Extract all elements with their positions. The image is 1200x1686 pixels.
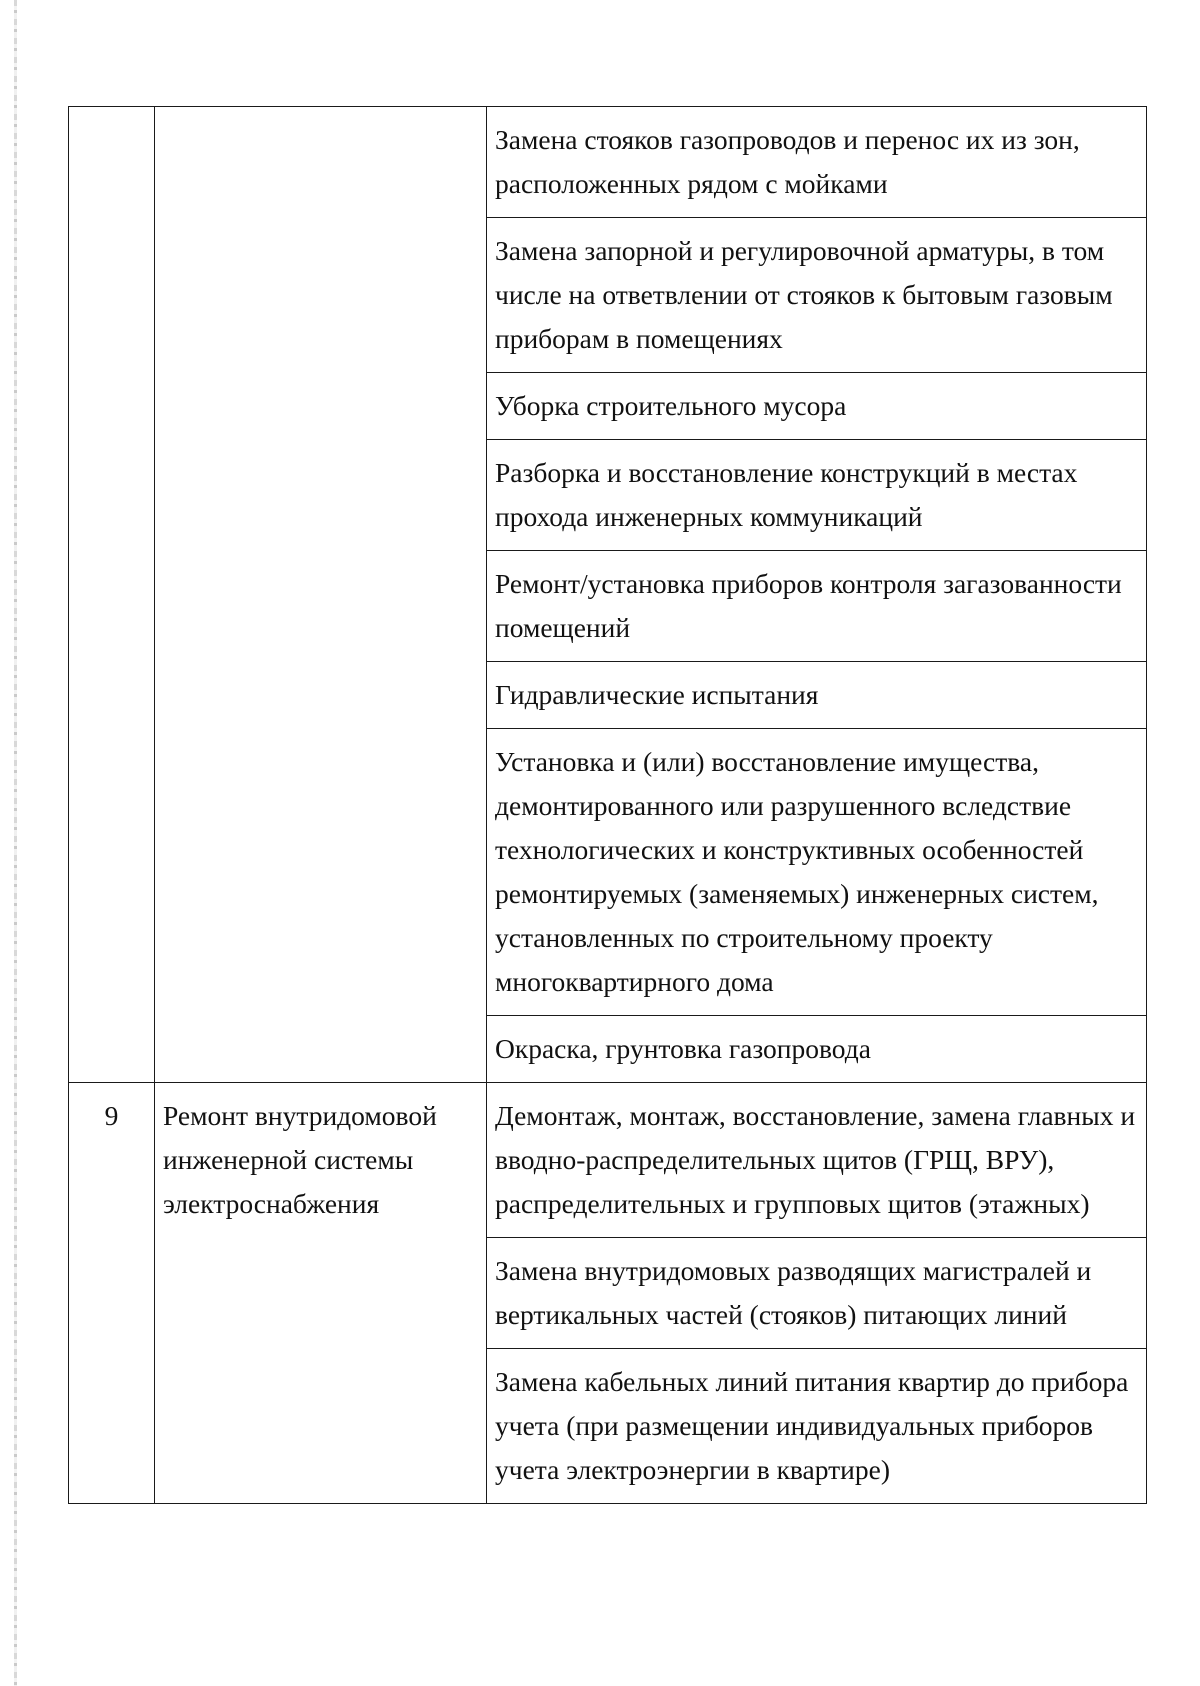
- work-cell: [487, 729, 1147, 1016]
- work-cell: [487, 1349, 1147, 1504]
- row-number-cell: [69, 1083, 155, 1504]
- work-cell: [487, 218, 1147, 373]
- work-item: Гидравлические испытания: [495, 679, 819, 710]
- work-cell: [487, 1238, 1147, 1349]
- work-cell: [487, 551, 1147, 662]
- work-item: Ремонт/установка приборов контроля загазованности помещений: [495, 568, 1122, 643]
- work-cell: [487, 107, 1147, 218]
- table-row: [69, 1083, 1147, 1238]
- work-item: Замена запорной и регулировочной арматуры, в том числе на ответвлении от стояков к бытовым газовым приборам в помещениях: [495, 235, 1113, 354]
- work-cell: [487, 662, 1147, 729]
- work-item: Установка и (или) восстановление имущества, демонтированного или разрушенного вследствие технологических и конструктивных особенностей ремонтируемых (заменяемых) инженерных систем, установленных по строительному проекту многоквартирного дома: [495, 746, 1099, 997]
- work-item: Замена стояков газопроводов и перенос их из зон, расположенных рядом с мойками: [495, 124, 1080, 199]
- system-name-cell: [155, 107, 487, 1083]
- table-row: [69, 107, 1147, 218]
- work-item: Замена внутридомовых разводящих магистралей и вертикальных частей (стояков) питающих линий: [495, 1255, 1092, 1330]
- works-table: [68, 106, 1147, 1504]
- row-number: [69, 107, 154, 129]
- system-name: Ремонт внутридомовой инженерной системы электроснабжения: [163, 1100, 437, 1219]
- work-item: Окраска, грунтовка газопровода: [495, 1033, 871, 1064]
- work-item: Уборка строительного мусора: [495, 390, 847, 421]
- work-cell: [487, 440, 1147, 551]
- work-item: Замена кабельных линий питания квартир до прибора учета (при размещении индивидуальных приборов учета электроэнергии в квартире): [495, 1366, 1129, 1485]
- row-number-cell: [69, 107, 155, 1083]
- work-cell: [487, 1083, 1147, 1238]
- work-item: Разборка и восстановление конструкций в местах прохода инженерных коммуникаций: [495, 457, 1078, 532]
- system-name-cell: [155, 1083, 487, 1504]
- work-cell: [487, 373, 1147, 440]
- system-name: [155, 107, 486, 129]
- row-number: 9: [104, 1100, 119, 1131]
- work-cell: [487, 1016, 1147, 1083]
- work-item: Демонтаж, монтаж, восстановление, замена главных и вводно-распределительных щитов (ГРЩ, ВРУ), распределительных и групповых щитов (этажных): [495, 1100, 1136, 1219]
- scan-edge-artifact: [14, 0, 17, 1686]
